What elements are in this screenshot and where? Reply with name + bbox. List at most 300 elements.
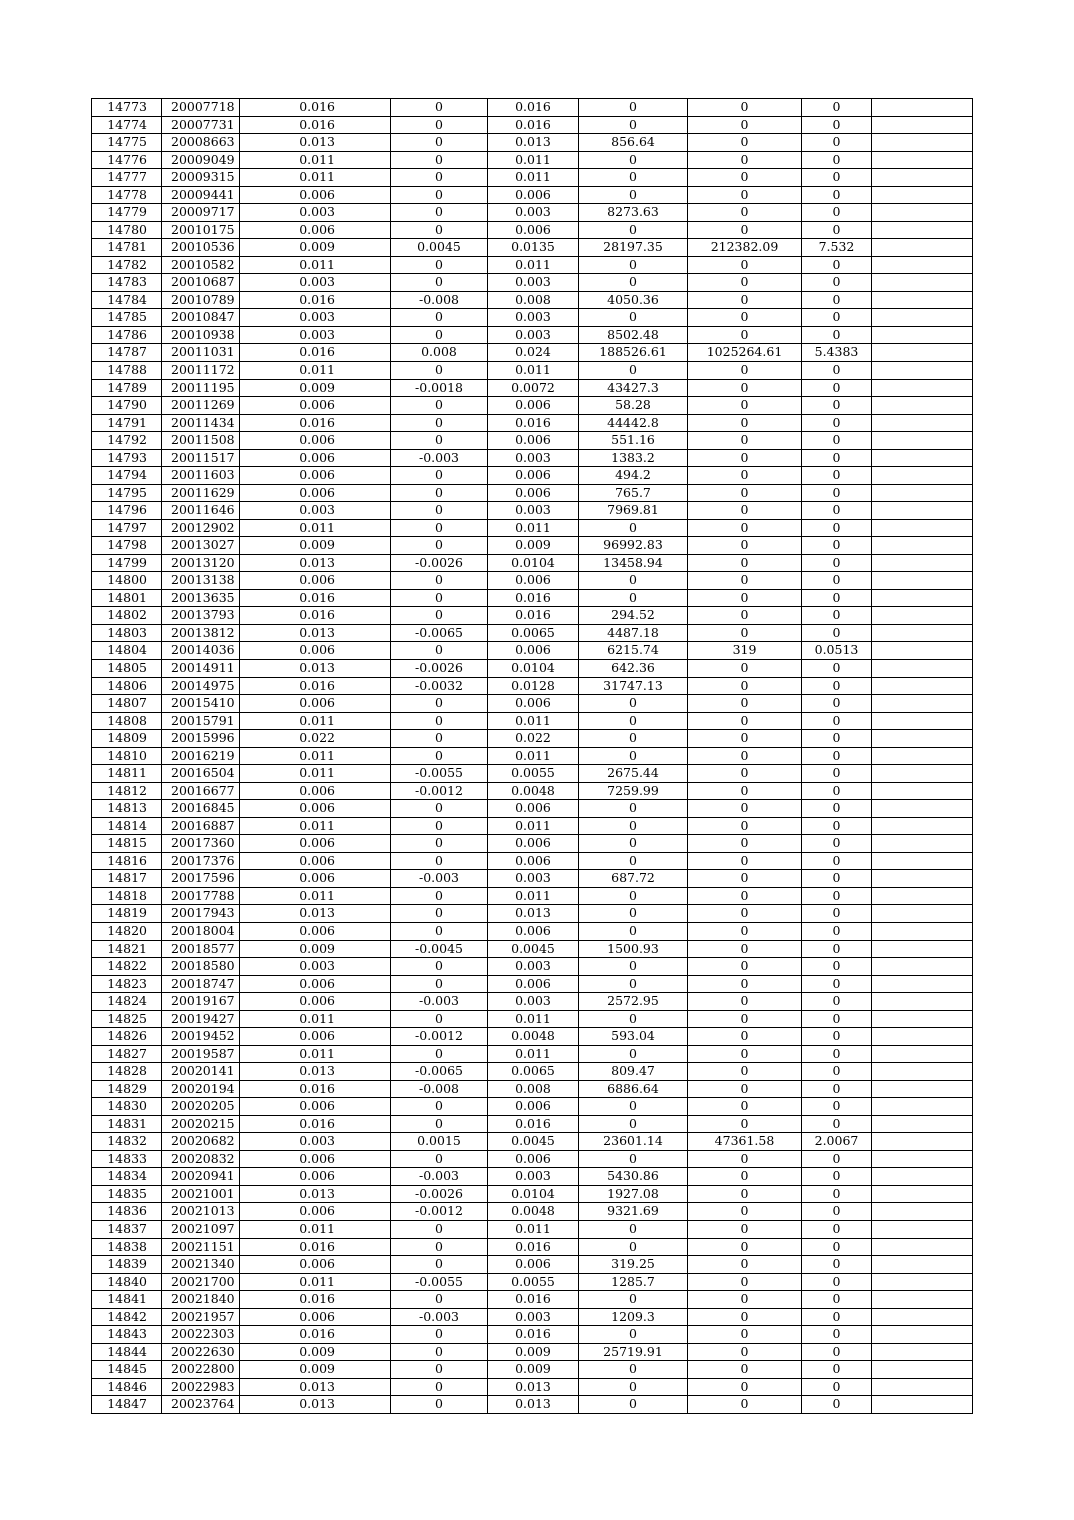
amount-cell: 8502.48 xyxy=(579,326,688,344)
code-cell: 20018577 xyxy=(162,940,240,958)
table-row xyxy=(92,116,973,134)
amount-cell: 1285.7 xyxy=(579,1273,688,1291)
amount-cell: 0 xyxy=(579,221,688,239)
value-b-cell: 0 xyxy=(391,1291,488,1309)
total-cell: 0 xyxy=(688,817,802,835)
value-b-cell: 0 xyxy=(391,589,488,607)
empty-cell xyxy=(872,169,973,187)
total-cell: 0 xyxy=(688,1291,802,1309)
empty-cell xyxy=(872,537,973,555)
value-b-cell: -0.0012 xyxy=(391,1028,488,1046)
table-row xyxy=(92,344,973,362)
ratio-cell: 0 xyxy=(802,695,872,713)
empty-cell xyxy=(872,239,973,257)
value-c-cell: 0.0045 xyxy=(488,1133,579,1151)
value-a-cell: 0.011 xyxy=(240,256,391,274)
value-b-cell: 0 xyxy=(391,151,488,169)
total-cell: 0 xyxy=(688,1238,802,1256)
table-row xyxy=(92,204,973,222)
table-row xyxy=(92,1115,973,1133)
table-row xyxy=(92,1378,973,1396)
total-cell: 0 xyxy=(688,835,802,853)
row-number-cell: 14778 xyxy=(92,186,162,204)
table-row xyxy=(92,765,973,783)
total-cell: 0 xyxy=(688,1221,802,1239)
ratio-cell: 0 xyxy=(802,397,872,415)
amount-cell: 0 xyxy=(579,169,688,187)
empty-cell xyxy=(872,1291,973,1309)
code-cell: 20007718 xyxy=(162,99,240,117)
row-number-cell: 14821 xyxy=(92,940,162,958)
value-c-cell: 0.011 xyxy=(488,256,579,274)
row-number-cell: 14802 xyxy=(92,607,162,625)
value-c-cell: 0.016 xyxy=(488,1326,579,1344)
row-number-cell: 14841 xyxy=(92,1291,162,1309)
total-cell: 0 xyxy=(688,1185,802,1203)
total-cell: 0 xyxy=(688,99,802,117)
row-number-cell: 14811 xyxy=(92,765,162,783)
table-row xyxy=(92,1063,973,1081)
amount-cell: 0 xyxy=(579,1045,688,1063)
ratio-cell: 0 xyxy=(802,835,872,853)
value-a-cell: 0.011 xyxy=(240,817,391,835)
code-cell: 20011508 xyxy=(162,432,240,450)
code-cell: 20009315 xyxy=(162,169,240,187)
value-b-cell: 0 xyxy=(391,186,488,204)
value-c-cell: 0.0048 xyxy=(488,1203,579,1221)
ratio-cell: 0 xyxy=(802,1326,872,1344)
amount-cell: 28197.35 xyxy=(579,239,688,257)
value-a-cell: 0.006 xyxy=(240,467,391,485)
amount-cell: 44442.8 xyxy=(579,414,688,432)
table-row xyxy=(92,975,973,993)
empty-cell xyxy=(872,1308,973,1326)
value-c-cell: 0.006 xyxy=(488,397,579,415)
ratio-cell: 0.0513 xyxy=(802,642,872,660)
table-row xyxy=(92,1238,973,1256)
value-c-cell: 0.0055 xyxy=(488,1273,579,1291)
code-cell: 20019452 xyxy=(162,1028,240,1046)
code-cell: 20023764 xyxy=(162,1396,240,1414)
value-a-cell: 0.011 xyxy=(240,712,391,730)
row-number-cell: 14844 xyxy=(92,1343,162,1361)
table-row xyxy=(92,151,973,169)
table-row xyxy=(92,1098,973,1116)
row-number-cell: 14812 xyxy=(92,782,162,800)
row-number-cell: 14790 xyxy=(92,397,162,415)
code-cell: 20011629 xyxy=(162,484,240,502)
total-cell: 0 xyxy=(688,677,802,695)
row-number-cell: 14794 xyxy=(92,467,162,485)
table-row xyxy=(92,414,973,432)
table-row xyxy=(92,291,973,309)
table-row xyxy=(92,835,973,853)
code-cell: 20018747 xyxy=(162,975,240,993)
ratio-cell: 0 xyxy=(802,1150,872,1168)
row-number-cell: 14774 xyxy=(92,116,162,134)
ratio-cell: 0 xyxy=(802,1080,872,1098)
value-c-cell: 0.0055 xyxy=(488,765,579,783)
empty-cell xyxy=(872,677,973,695)
total-cell: 0 xyxy=(688,730,802,748)
amount-cell: 2572.95 xyxy=(579,993,688,1011)
empty-cell xyxy=(872,344,973,362)
code-cell: 20011646 xyxy=(162,502,240,520)
row-number-cell: 14834 xyxy=(92,1168,162,1186)
ratio-cell: 0 xyxy=(802,291,872,309)
empty-cell xyxy=(872,256,973,274)
amount-cell: 551.16 xyxy=(579,432,688,450)
value-a-cell: 0.016 xyxy=(240,291,391,309)
total-cell: 0 xyxy=(688,186,802,204)
amount-cell: 0 xyxy=(579,905,688,923)
total-cell: 0 xyxy=(688,537,802,555)
code-cell: 20013793 xyxy=(162,607,240,625)
amount-cell: 0 xyxy=(579,274,688,292)
code-cell: 20013635 xyxy=(162,589,240,607)
table-row xyxy=(92,326,973,344)
amount-cell: 0 xyxy=(579,800,688,818)
code-cell: 20017788 xyxy=(162,887,240,905)
empty-cell xyxy=(872,1256,973,1274)
value-b-cell: -0.003 xyxy=(391,1308,488,1326)
value-b-cell: 0.0015 xyxy=(391,1133,488,1151)
amount-cell: 0 xyxy=(579,1238,688,1256)
empty-cell xyxy=(872,221,973,239)
ratio-cell: 0 xyxy=(802,256,872,274)
empty-cell xyxy=(872,151,973,169)
value-c-cell: 0.0045 xyxy=(488,940,579,958)
value-c-cell: 0.016 xyxy=(488,607,579,625)
ratio-cell: 0 xyxy=(802,554,872,572)
amount-cell: 96992.83 xyxy=(579,537,688,555)
amount-cell: 0 xyxy=(579,1010,688,1028)
code-cell: 20022303 xyxy=(162,1326,240,1344)
value-a-cell: 0.016 xyxy=(240,344,391,362)
ratio-cell: 0 xyxy=(802,204,872,222)
value-a-cell: 0.011 xyxy=(240,1010,391,1028)
value-a-cell: 0.011 xyxy=(240,765,391,783)
total-cell: 0 xyxy=(688,502,802,520)
total-cell: 0 xyxy=(688,1098,802,1116)
ratio-cell: 0 xyxy=(802,800,872,818)
value-a-cell: 0.016 xyxy=(240,1291,391,1309)
code-cell: 20020832 xyxy=(162,1150,240,1168)
value-b-cell: 0 xyxy=(391,484,488,502)
ratio-cell: 7.532 xyxy=(802,239,872,257)
value-c-cell: 0.0104 xyxy=(488,554,579,572)
code-cell: 20014036 xyxy=(162,642,240,660)
value-a-cell: 0.013 xyxy=(240,1063,391,1081)
total-cell: 0 xyxy=(688,1063,802,1081)
ratio-cell: 0 xyxy=(802,186,872,204)
table-row xyxy=(92,695,973,713)
amount-cell: 1209.3 xyxy=(579,1308,688,1326)
table-row xyxy=(92,1203,973,1221)
table-row xyxy=(92,817,973,835)
value-a-cell: 0.013 xyxy=(240,660,391,678)
row-number-cell: 14827 xyxy=(92,1045,162,1063)
total-cell: 0 xyxy=(688,765,802,783)
amount-cell: 13458.94 xyxy=(579,554,688,572)
value-a-cell: 0.006 xyxy=(240,572,391,590)
table-row xyxy=(92,922,973,940)
empty-cell xyxy=(872,765,973,783)
total-cell: 0 xyxy=(688,274,802,292)
empty-cell xyxy=(872,624,973,642)
table-row xyxy=(92,432,973,450)
total-cell: 0 xyxy=(688,712,802,730)
row-number-cell: 14806 xyxy=(92,677,162,695)
amount-cell: 0 xyxy=(579,589,688,607)
value-b-cell: 0 xyxy=(391,642,488,660)
total-cell: 0 xyxy=(688,1028,802,1046)
value-a-cell: 0.003 xyxy=(240,1133,391,1151)
value-c-cell: 0.013 xyxy=(488,1396,579,1414)
total-cell: 0 xyxy=(688,922,802,940)
amount-cell: 0 xyxy=(579,695,688,713)
value-a-cell: 0.011 xyxy=(240,169,391,187)
value-b-cell: 0 xyxy=(391,817,488,835)
value-a-cell: 0.009 xyxy=(240,1361,391,1379)
row-number-cell: 14838 xyxy=(92,1238,162,1256)
value-a-cell: 0.006 xyxy=(240,484,391,502)
value-c-cell: 0.006 xyxy=(488,835,579,853)
row-number-cell: 14826 xyxy=(92,1028,162,1046)
code-cell: 20019167 xyxy=(162,993,240,1011)
value-b-cell: -0.003 xyxy=(391,993,488,1011)
table-row xyxy=(92,642,973,660)
amount-cell: 0 xyxy=(579,747,688,765)
row-number-cell: 14829 xyxy=(92,1080,162,1098)
row-number-cell: 14835 xyxy=(92,1185,162,1203)
value-a-cell: 0.011 xyxy=(240,1221,391,1239)
total-cell: 0 xyxy=(688,1343,802,1361)
table-row xyxy=(92,993,973,1011)
value-c-cell: 0.006 xyxy=(488,1150,579,1168)
amount-cell: 58.28 xyxy=(579,397,688,415)
amount-cell: 6886.64 xyxy=(579,1080,688,1098)
value-a-cell: 0.009 xyxy=(240,940,391,958)
code-cell: 20013138 xyxy=(162,572,240,590)
table-row xyxy=(92,309,973,327)
value-b-cell: -0.003 xyxy=(391,870,488,888)
code-cell: 20020141 xyxy=(162,1063,240,1081)
value-b-cell: -0.008 xyxy=(391,291,488,309)
ratio-cell: 0 xyxy=(802,1028,872,1046)
code-cell: 20018580 xyxy=(162,958,240,976)
ratio-cell: 0 xyxy=(802,975,872,993)
ratio-cell: 0 xyxy=(802,151,872,169)
row-number-cell: 14803 xyxy=(92,624,162,642)
amount-cell: 0 xyxy=(579,712,688,730)
ratio-cell: 0 xyxy=(802,624,872,642)
value-b-cell: 0 xyxy=(391,730,488,748)
table-row xyxy=(92,958,973,976)
table-row xyxy=(92,800,973,818)
code-cell: 20010536 xyxy=(162,239,240,257)
ratio-cell: 0 xyxy=(802,1221,872,1239)
ratio-cell: 0 xyxy=(802,712,872,730)
code-cell: 20021340 xyxy=(162,1256,240,1274)
row-number-cell: 14793 xyxy=(92,449,162,467)
total-cell: 0 xyxy=(688,1045,802,1063)
table-row xyxy=(92,397,973,415)
value-b-cell: 0 xyxy=(391,607,488,625)
row-number-cell: 14787 xyxy=(92,344,162,362)
code-cell: 20010687 xyxy=(162,274,240,292)
table-row xyxy=(92,589,973,607)
row-number-cell: 14786 xyxy=(92,326,162,344)
table-row xyxy=(92,712,973,730)
row-number-cell: 14833 xyxy=(92,1150,162,1168)
value-c-cell: 0.011 xyxy=(488,519,579,537)
empty-cell xyxy=(872,695,973,713)
value-a-cell: 0.011 xyxy=(240,519,391,537)
value-b-cell: 0 xyxy=(391,309,488,327)
value-b-cell: -0.0026 xyxy=(391,554,488,572)
amount-cell: 0 xyxy=(579,519,688,537)
empty-cell xyxy=(872,134,973,152)
total-cell: 0 xyxy=(688,958,802,976)
value-c-cell: 0.009 xyxy=(488,1343,579,1361)
empty-cell xyxy=(872,835,973,853)
ratio-cell: 0 xyxy=(802,905,872,923)
amount-cell: 0 xyxy=(579,361,688,379)
value-b-cell: 0 xyxy=(391,1396,488,1414)
code-cell: 20015996 xyxy=(162,730,240,748)
value-b-cell: 0 xyxy=(391,695,488,713)
code-cell: 20009441 xyxy=(162,186,240,204)
value-a-cell: 0.006 xyxy=(240,1150,391,1168)
code-cell: 20018004 xyxy=(162,922,240,940)
empty-cell xyxy=(872,467,973,485)
amount-cell: 7259.99 xyxy=(579,782,688,800)
table-row xyxy=(92,449,973,467)
table-row xyxy=(92,467,973,485)
amount-cell: 687.72 xyxy=(579,870,688,888)
value-c-cell: 0.003 xyxy=(488,870,579,888)
ratio-cell: 0 xyxy=(802,1098,872,1116)
total-cell: 0 xyxy=(688,1010,802,1028)
code-cell: 20016887 xyxy=(162,817,240,835)
row-number-cell: 14815 xyxy=(92,835,162,853)
code-cell: 20021957 xyxy=(162,1308,240,1326)
code-cell: 20014911 xyxy=(162,660,240,678)
value-a-cell: 0.016 xyxy=(240,1115,391,1133)
row-number-cell: 14818 xyxy=(92,887,162,905)
row-number-cell: 14817 xyxy=(92,870,162,888)
value-a-cell: 0.006 xyxy=(240,835,391,853)
code-cell: 20015791 xyxy=(162,712,240,730)
total-cell: 0 xyxy=(688,484,802,502)
row-number-cell: 14843 xyxy=(92,1326,162,1344)
ratio-cell: 0 xyxy=(802,1256,872,1274)
amount-cell: 0 xyxy=(579,151,688,169)
ratio-cell: 5.4383 xyxy=(802,344,872,362)
amount-cell: 25719.91 xyxy=(579,1343,688,1361)
empty-cell xyxy=(872,817,973,835)
table-row xyxy=(92,1010,973,1028)
code-cell: 20017360 xyxy=(162,835,240,853)
table-row xyxy=(92,1396,973,1414)
code-cell: 20021001 xyxy=(162,1185,240,1203)
value-c-cell: 0.006 xyxy=(488,1256,579,1274)
table-row xyxy=(92,1343,973,1361)
table-row xyxy=(92,1361,973,1379)
table-row xyxy=(92,1221,973,1239)
value-a-cell: 0.013 xyxy=(240,1396,391,1414)
value-c-cell: 0.0065 xyxy=(488,624,579,642)
empty-cell xyxy=(872,1273,973,1291)
empty-cell xyxy=(872,1133,973,1151)
table-row xyxy=(92,221,973,239)
ratio-cell: 0 xyxy=(802,1115,872,1133)
value-a-cell: 0.016 xyxy=(240,1326,391,1344)
empty-cell xyxy=(872,1045,973,1063)
row-number-cell: 14784 xyxy=(92,291,162,309)
ratio-cell: 0 xyxy=(802,870,872,888)
value-b-cell: 0 xyxy=(391,1221,488,1239)
code-cell: 20020194 xyxy=(162,1080,240,1098)
value-b-cell: 0 xyxy=(391,958,488,976)
amount-cell: 642.36 xyxy=(579,660,688,678)
value-c-cell: 0.016 xyxy=(488,1291,579,1309)
row-number-cell: 14779 xyxy=(92,204,162,222)
ratio-cell: 0 xyxy=(802,502,872,520)
value-b-cell: 0 xyxy=(391,712,488,730)
row-number-cell: 14846 xyxy=(92,1378,162,1396)
amount-cell: 0 xyxy=(579,835,688,853)
value-c-cell: 0.006 xyxy=(488,572,579,590)
table-row xyxy=(92,1150,973,1168)
code-cell: 20011434 xyxy=(162,414,240,432)
code-cell: 20016219 xyxy=(162,747,240,765)
total-cell: 0 xyxy=(688,624,802,642)
table-row xyxy=(92,537,973,555)
table-body xyxy=(92,99,973,1414)
code-cell: 20021700 xyxy=(162,1273,240,1291)
value-b-cell: 0 xyxy=(391,747,488,765)
value-a-cell: 0.006 xyxy=(240,852,391,870)
empty-cell xyxy=(872,519,973,537)
table-row xyxy=(92,905,973,923)
amount-cell: 856.64 xyxy=(579,134,688,152)
value-c-cell: 0.003 xyxy=(488,326,579,344)
code-cell: 20017376 xyxy=(162,852,240,870)
total-cell: 0 xyxy=(688,870,802,888)
amount-cell: 9321.69 xyxy=(579,1203,688,1221)
code-cell: 20013027 xyxy=(162,537,240,555)
value-a-cell: 0.006 xyxy=(240,186,391,204)
empty-cell xyxy=(872,379,973,397)
ratio-cell: 0 xyxy=(802,1168,872,1186)
table-row xyxy=(92,239,973,257)
table-row xyxy=(92,1133,973,1151)
row-number-cell: 14840 xyxy=(92,1273,162,1291)
amount-cell: 0 xyxy=(579,852,688,870)
table-row xyxy=(92,1080,973,1098)
empty-cell xyxy=(872,1221,973,1239)
value-b-cell: 0 xyxy=(391,361,488,379)
total-cell: 319 xyxy=(688,642,802,660)
value-c-cell: 0.0065 xyxy=(488,1063,579,1081)
value-a-cell: 0.006 xyxy=(240,695,391,713)
value-b-cell: 0 xyxy=(391,922,488,940)
code-cell: 20019427 xyxy=(162,1010,240,1028)
value-b-cell: -0.0065 xyxy=(391,624,488,642)
ratio-cell: 0 xyxy=(802,1063,872,1081)
